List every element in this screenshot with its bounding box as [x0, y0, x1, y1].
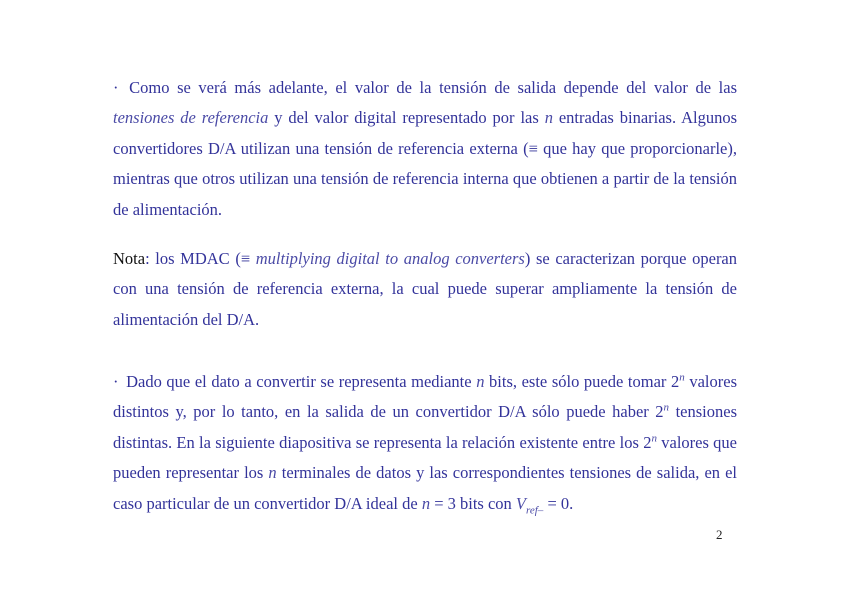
italic-term: multiplying digital to analog converters: [255, 248, 525, 268]
text-segment: valores distintos y, por lo tanto, en la salida de un convertidor D/A sólo puede haber 2: [113, 371, 737, 421]
text-segment: tensiones distintas. En la siguiente diapositiva se representa la relación existente entre los 2: [113, 402, 737, 452]
italic-term: tensiones de referencia: [113, 108, 269, 127]
note-label: Nota: [113, 248, 146, 268]
text-segment: valores que pueden representar los: [113, 432, 738, 482]
text-segment: terminales de datos y las correspondientes tensiones de salida, en el caso particular de un convertidor D/A ideal de: [113, 463, 738, 513]
paragraph-output-values: [113, 367, 737, 520]
text-segment: ) se caracterizan porque operan con una tensión de referencia externa, la cual puede superar ampliamente la tensión de alimentación del D/A.: [113, 248, 738, 329]
v-subscript: ref–: [526, 503, 544, 516]
paragraph-note-mdac: [113, 244, 737, 336]
italic-variable-n: n: [544, 108, 553, 127]
superscript-n: n: [651, 432, 657, 444]
superscript-n: n: [663, 401, 670, 414]
v-symbol: V: [515, 493, 526, 513]
italic-variable-n: n: [476, 371, 485, 391]
page-number: 2: [716, 527, 723, 542]
text-segment: = 0.: [547, 493, 574, 513]
text-segment: y del valor digital representado por las: [274, 108, 539, 127]
bullet: ·: [113, 371, 119, 391]
text-segment: = 3 bits con: [434, 493, 512, 513]
text-segment: : los MDAC (≡: [145, 248, 251, 268]
italic-variable-n: n: [421, 493, 431, 513]
italic-variable-n: n: [268, 463, 277, 482]
text-segment: Como se verá más adelante, el valor de la tensión de salida depende del valor de las: [129, 77, 738, 97]
text-segment: entradas binarias. Algunos convertidores D/A utilizan una tensión de referencia externa (≡ que hay que proporcionarle), mientras que otros utilizan una tensión de referencia interna que obtienen a partir de la tensión de alimentación.: [113, 108, 738, 219]
superscript-n: n: [679, 371, 685, 383]
bullet: ·: [113, 77, 119, 97]
text-segment: bits, este sólo puede tomar 2: [489, 371, 680, 391]
v-ref-symbol: [515, 493, 544, 516]
paragraph-reference-voltage: [113, 73, 737, 226]
text-segment: Dado que el dato a convertir se representa mediante: [126, 371, 472, 391]
